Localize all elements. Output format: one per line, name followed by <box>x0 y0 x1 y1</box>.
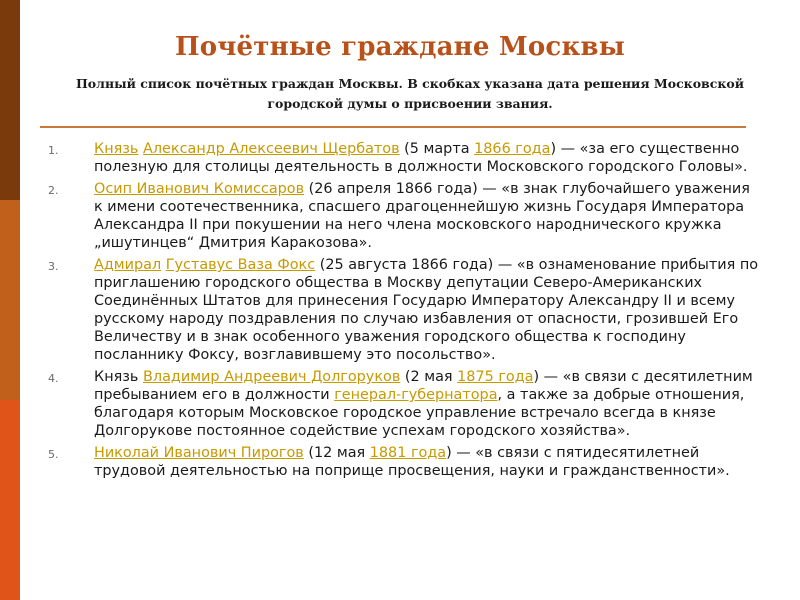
text-run: ) — «за его существенно полезную для столицы деятельность в должности Московского городского Головы». <box>94 141 748 175</box>
link[interactable]: Осип Иванович Комиссаров <box>94 181 305 197</box>
list-item <box>48 368 760 440</box>
text-run: ) — «в связи с десятилетним пребыванием его в должности <box>94 369 753 403</box>
page-subtitle: Полный список почётных граждан Москвы. В скобках указана дата решения Московской городской думы о присвоении звания. <box>76 76 744 111</box>
list-item <box>48 256 760 364</box>
text-run: (26 апреля 1866 года) — «в знак глубочайшего уважения к имени соотечественника, спасшего драгоценнейшую жизнь Государя Императора Александра II при покушении на него члена московского народнического кружка „ишутинцев“ Дмитрия Каракозова». <box>94 181 750 251</box>
side-bar-light <box>0 400 20 600</box>
link[interactable]: 1875 года <box>457 369 534 385</box>
link[interactable]: 1881 года <box>369 445 447 461</box>
link[interactable]: Князь <box>94 141 139 157</box>
link[interactable]: Адмирал <box>94 257 162 273</box>
title-divider <box>40 126 746 128</box>
link[interactable]: Николай Иванович Пирогов <box>94 445 304 461</box>
text-run: (25 августа 1866 года) — «в ознаменование прибытия по приглашению городского общества в Москву депутации Северо-Американских Соединённых Штатов для принесения Государю Императору Александру II и всему русскому народу поздравления по случаю избавления от опасности, грозившей Его Величеству и в знак особенного уважения городского общества к господину посланнику Фоксу, возглавившему это посольство». <box>94 257 759 363</box>
list-item-number: 3. <box>48 260 59 273</box>
side-bar-dark <box>0 0 20 200</box>
page-title: Почётные граждане Москвы <box>175 32 625 62</box>
link[interactable]: Александр Алексеевич Щербатов <box>143 141 400 157</box>
text-run: Князь <box>94 369 143 385</box>
list-item-text <box>94 180 760 252</box>
list-item-text <box>94 256 760 364</box>
list-item-number: 5. <box>48 448 59 461</box>
list-item <box>48 444 760 480</box>
link[interactable]: Владимир Андреевич Долгоруков <box>143 369 401 385</box>
link[interactable]: 1866 года <box>474 141 551 157</box>
text-run: (2 мая <box>400 369 458 385</box>
list-item-text <box>94 140 760 176</box>
list-item-number: 4. <box>48 372 59 385</box>
text-run: (12 мая <box>303 445 370 461</box>
text-run: ) — «в связи с пятидесятилетней трудовой деятельностью на поприще просвещения, науки и гражданственности». <box>94 445 730 479</box>
text-run: (5 марта <box>399 141 475 157</box>
list-item-text <box>94 368 760 440</box>
list-item <box>48 180 760 252</box>
list-item-text <box>94 444 760 480</box>
text-run: , а также за добрые отношения, благодаря которым Московское городское управление встречало всегда в князе Долгорукове постоянное содействие успехам городского хозяйства». <box>94 387 745 439</box>
list-item-number: 1. <box>48 144 59 157</box>
honorary-citizens-list <box>48 140 760 484</box>
list-item <box>48 140 760 176</box>
link[interactable]: Густавус Ваза Фокс <box>165 257 316 273</box>
list-item-number: 2. <box>48 184 59 197</box>
side-bar-medium <box>0 200 20 400</box>
link[interactable]: генерал-губернатора <box>334 387 498 403</box>
